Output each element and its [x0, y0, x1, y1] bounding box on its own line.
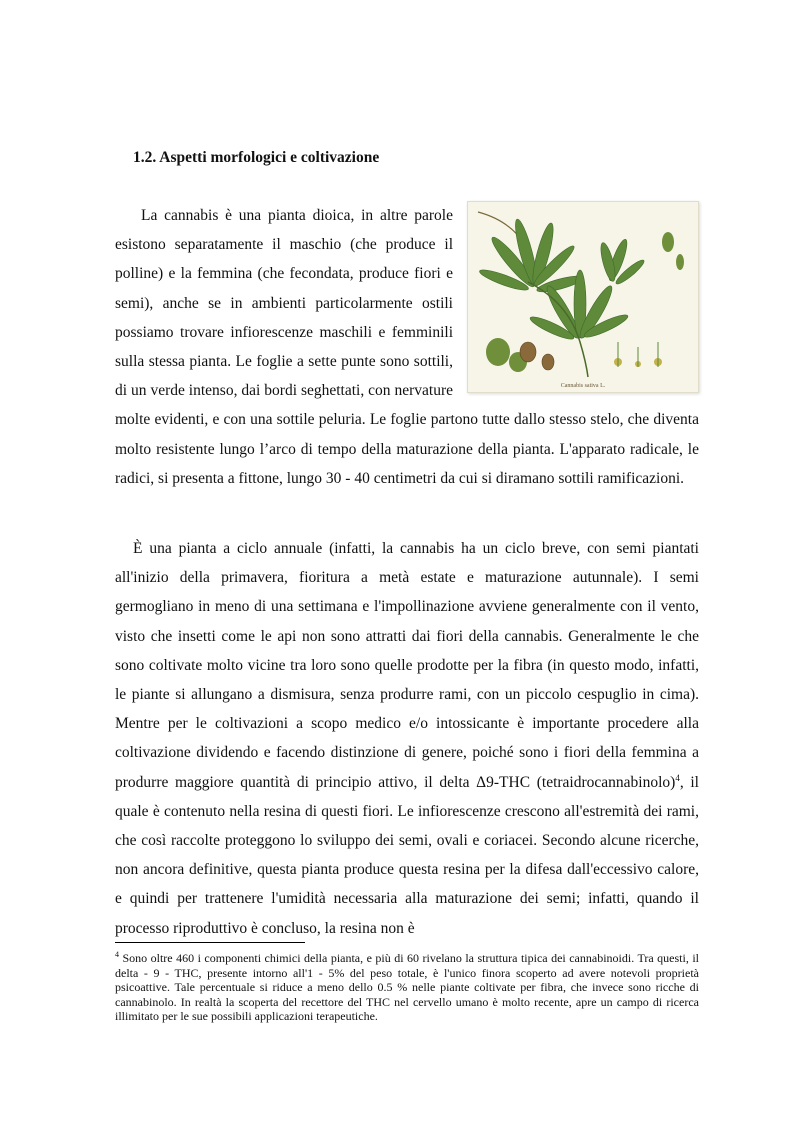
footnote-separator: [115, 942, 305, 943]
paragraph-cultivation-text-b: , il quale è contenuto nella resina di questi fiori. Le infiorescenze crescono all'estremità dei rami, che così raccolte proteggono lo sviluppo dei semi, ovali e coriacei. Secondo alcune ricerche, non ancora definitive, questa pianta produce questa resina per la difesa dall'eccessivo calore, e quindi per trattenere l'umidità necessaria alla maturazione dei semi; infatti, quando il processo riproduttivo è concluso, la resina non è: [115, 773, 699, 937]
botanical-plate-icon: [468, 202, 698, 392]
cannabis-illustration: [467, 201, 699, 393]
section-heading: 1.2. Aspetti morfologici e coltivazione: [133, 149, 380, 166]
footnote-number: 4: [115, 950, 119, 959]
footnote: [115, 951, 699, 1024]
figure-caption: Cannabis sativa L.: [560, 383, 606, 389]
paragraph-cultivation-text-a: È una pianta a ciclo annuale (infatti, la cannabis ha un ciclo breve, con semi piantati all'inizio della primavera, fioritura a metà estate e maturazione autunnale). I semi germogliano in meno di una settimana e l'impollinazione avviene generalmente con il vento, visto che insetti come le api non sono attratti dai fiori della cannabis. Generalmente le che sono coltivate molto vicine tra loro sono quelle prodotte per la fibra (in questo modo, infatti, le piante si allungano a dismisura, senza produrre rami, con un piccolo cespuglio in cima). Mentre per le coltivazioni a scopo medico e/o intossicante è importante procedere alla coltivazione dividendo e facendo distinzione di genere, poiché sono i fiori della femmina a produrre maggiore quantità di principio attivo, il delta Δ9-THC (tetraidrocannabinolo): [115, 540, 699, 791]
paragraph-morphology: [115, 201, 699, 493]
paragraph-morphology-text: La cannabis è una pianta dioica, in altre parole esistono separatamente il maschio (che produce il polline) e la femmina (che fecondata, produce fiori e semi), anche se in ambienti particolarmente ostili possiamo trovare infiorescenze maschili e femminili sulla stessa pianta. Le foglie a sette punte sono sottili, di un verde intenso, dai bordi seghettati, con nervature molte evidenti, e con una sottile peluria. Le foglie partono tutte dallo stesso stelo, che diventa molto resistente lungo l’arco di tempo della maturazione della pianta. L'apparato radicale, le radici, si presenta a fittone, lungo 30 - 40 centimetri da cui si diramano sottili ramificazioni.: [115, 207, 699, 487]
paragraph-cultivation: [115, 534, 699, 943]
footnote-reference: 4: [675, 772, 680, 783]
footnote-text: Sono oltre 460 i componenti chimici della pianta, e più di 60 rivelano la struttura tipica dei cannabinoidi. Tra questi, il delta - 9 - THC, presente intorno all'1 - 5% del peso totale, è l'unico finora scoperto ad avere notevoli proprietà psicoattive. Tale percentuale si riduce a meno dello 0.5 % nelle piante coltivate per fibra, che invece sono ricche di cannabinolo. In realtà la scoperta del recettore del THC nel cervello umano è molto recente, apre un campo di ricerca illimitato per le sue possibili applicazioni terapeutiche.: [115, 951, 699, 1024]
